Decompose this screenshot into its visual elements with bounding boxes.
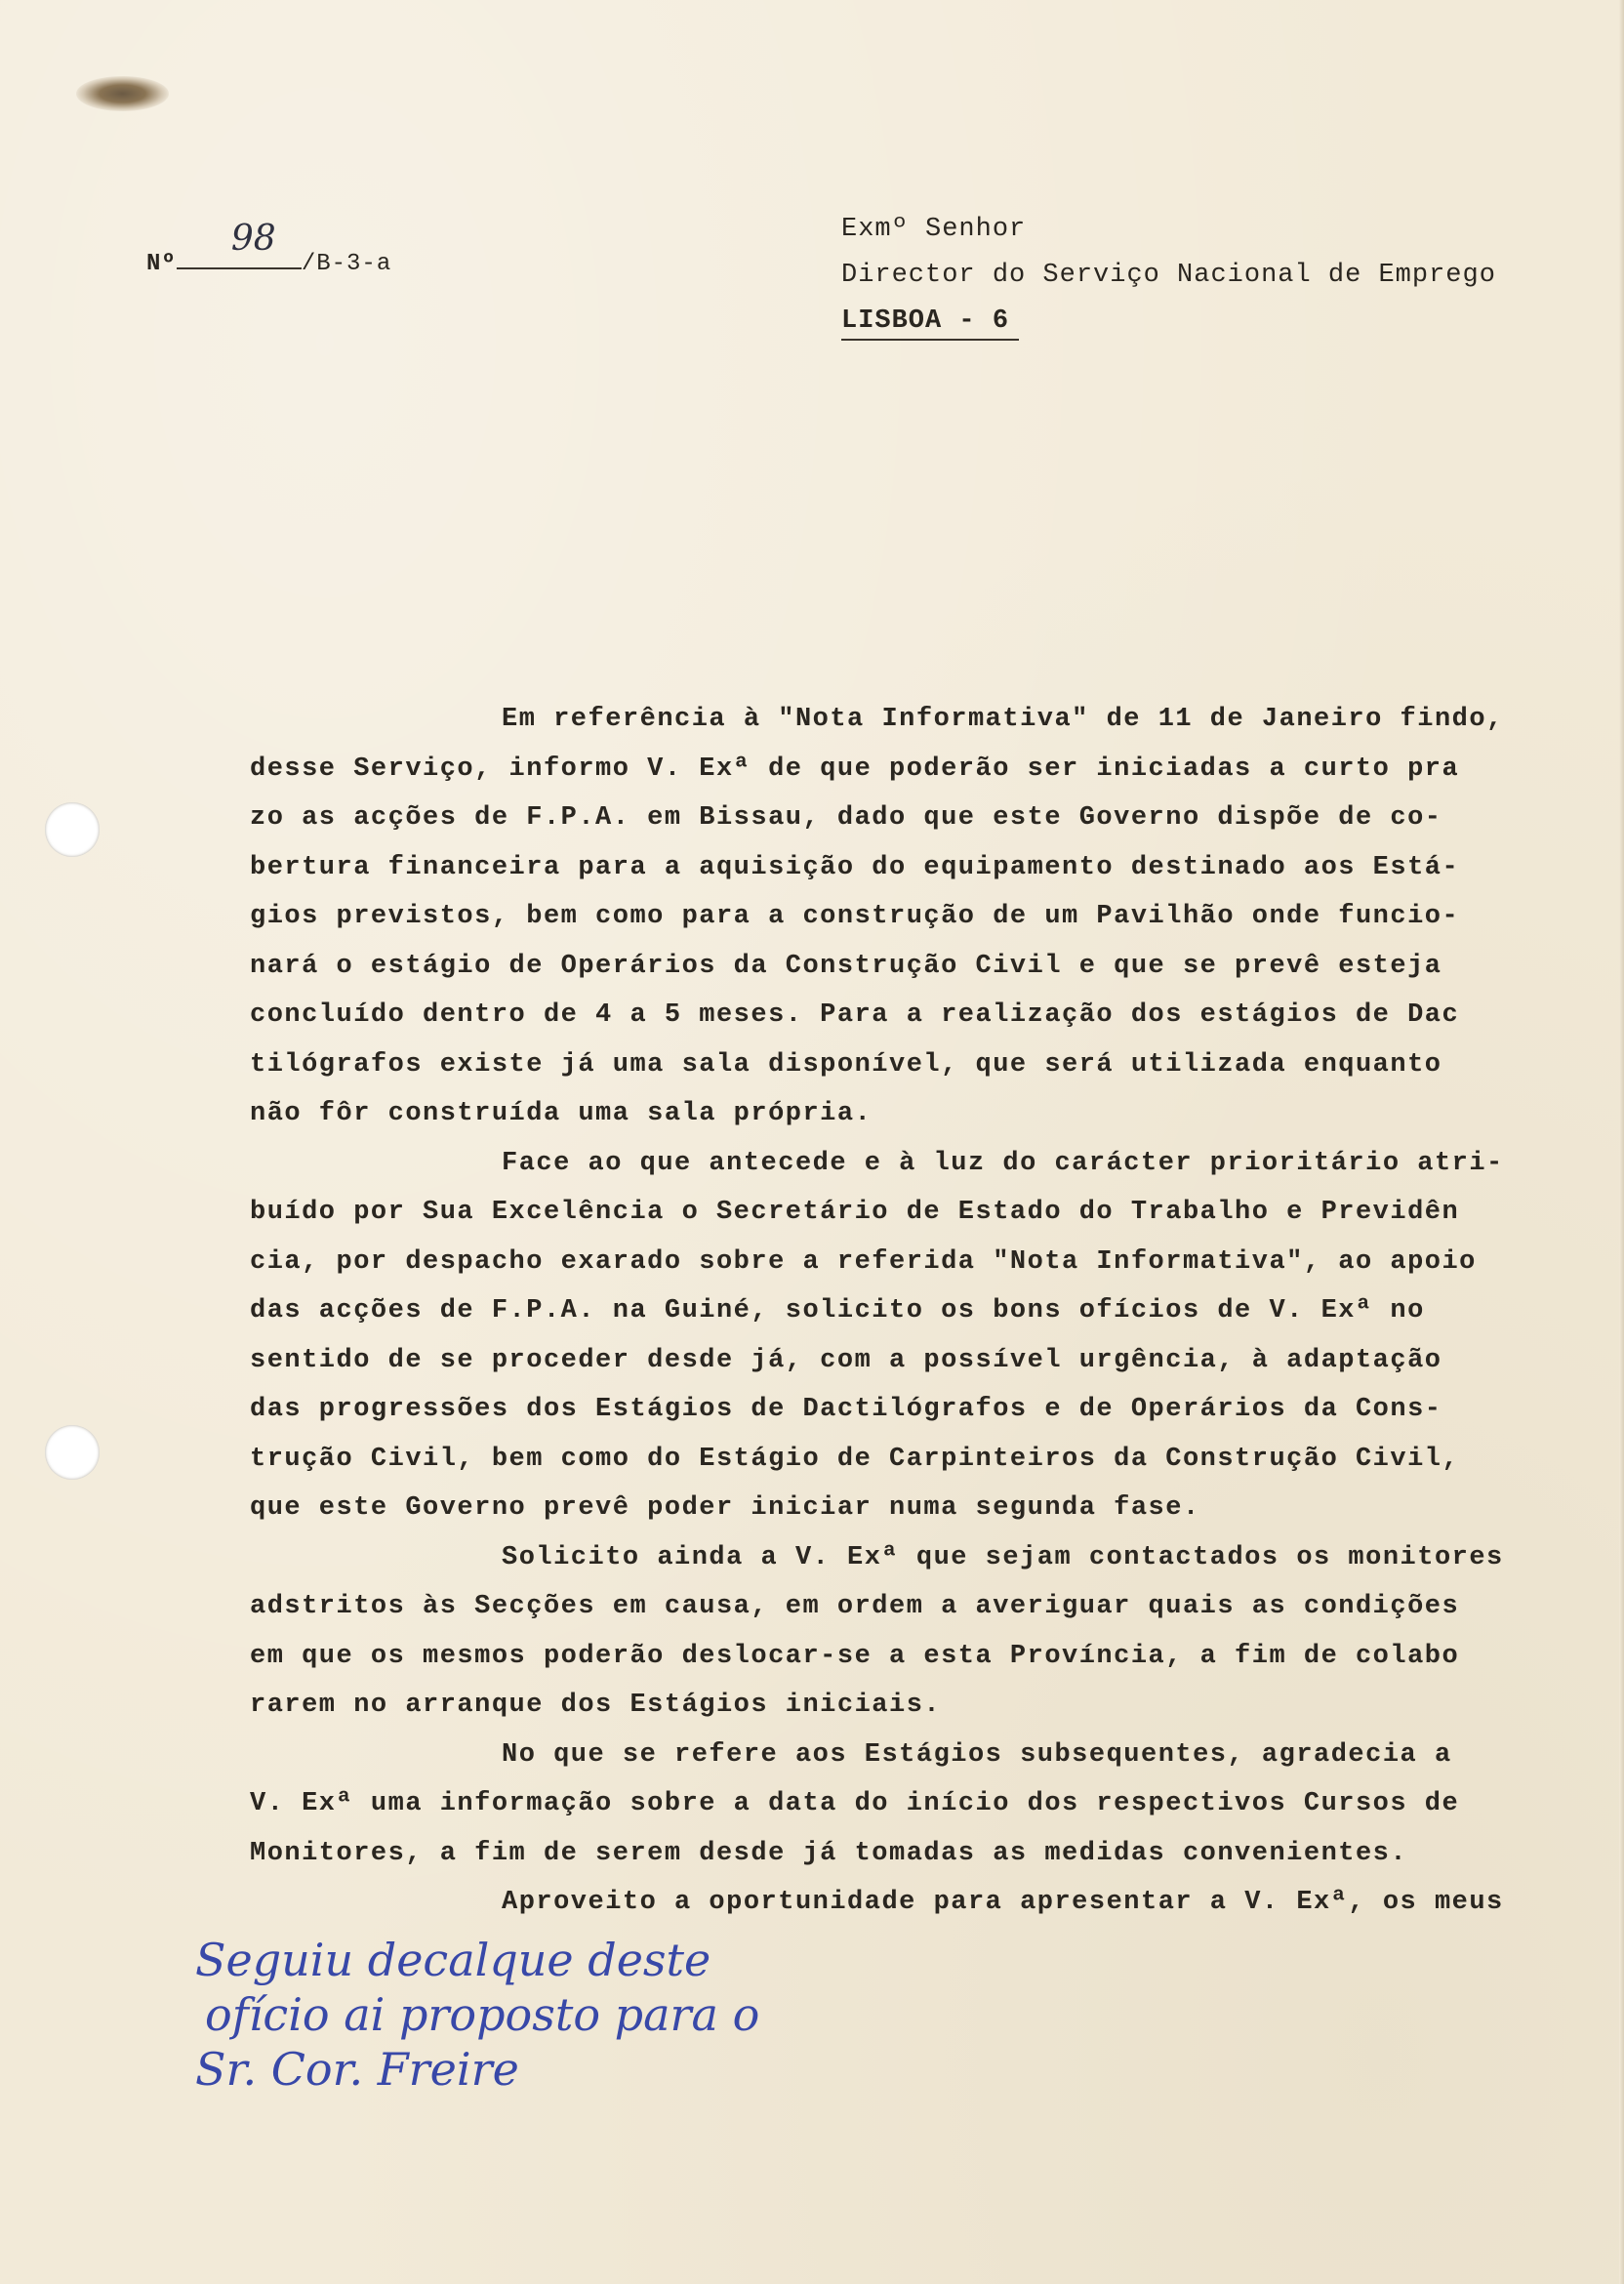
body-line: das acções de F.P.A. na Guiné, solicito os bons ofícios de V. Exª no — [250, 1296, 1425, 1326]
addressee-title: Director do Serviço Nacional de Emprego — [841, 261, 1496, 290]
body-line: Face ao que antecede e à luz do carácter prioritário atri- — [502, 1148, 1504, 1178]
handwritten-line: Seguiu decalque deste — [195, 1934, 711, 1986]
body-line: Aproveito a oportunidade para apresentar a V. Exª, os meus — [502, 1888, 1504, 1917]
body-line: adstritos às Secções em causa, em ordem a averiguar quais as condições — [250, 1592, 1460, 1621]
body-line: que este Governo prevê poder iniciar numa segunda fase. — [250, 1493, 1200, 1523]
handwritten-line: Sr. Cor. Freire — [195, 2043, 519, 2096]
body-line: concluído dentro de 4 a 5 meses. Para a realização dos estágios de Dac — [250, 1000, 1460, 1030]
body-line: trução Civil, bem como do Estágio de Carpinteiros da Construção Civil, — [250, 1444, 1460, 1474]
body-line: rarem no arranque dos Estágios iniciais. — [250, 1691, 942, 1720]
punch-hole-bottom — [45, 1425, 100, 1480]
body-line: das progressões dos Estágios de Dactilógrafos e de Operários da Cons- — [250, 1395, 1442, 1424]
addressee-block — [841, 207, 1496, 345]
reference-blank — [177, 219, 302, 269]
body-line: V. Exª uma informação sobre a data do início dos respectivos Cursos de — [250, 1789, 1460, 1818]
punch-hole-top — [45, 802, 100, 857]
body-line: sentido de se proceder desde já, com a possível urgência, à adaptação — [250, 1345, 1442, 1375]
addressee-city: LISBOA - 6 — [841, 304, 1019, 341]
body-line: Em referência à "Nota Informativa" de 11 de Janeiro findo, — [502, 705, 1504, 734]
page-edge-shadow — [1619, 0, 1624, 2284]
ink-stain — [76, 76, 169, 111]
handwritten-annotation — [195, 1933, 759, 2097]
body-line: No que se refere aos Estágios subsequentes, agradecia a — [502, 1739, 1452, 1770]
body-line: gios previstos, bem como para a construção de um Pavilhão onde funcio- — [250, 902, 1460, 931]
addressee-city-line — [841, 299, 1496, 345]
body-line: tilógrafos existe já uma sala disponível, que será utilizada enquanto — [250, 1049, 1442, 1080]
body-line: nará o estágio de Operários da Construção Civil e que se prevê esteja — [250, 951, 1442, 981]
body-line: buído por Sua Excelência o Secretário de Estado do Trabalho e Previdên — [250, 1198, 1460, 1227]
reference-number — [146, 219, 392, 277]
body-line: Solicito ainda a V. Exª que sejam contactados os monitores — [502, 1542, 1504, 1572]
reference-suffix: /B-3-a — [301, 251, 392, 277]
body-line: desse Serviço, informo V. Exª de que poderão ser iniciadas a curto pra — [250, 754, 1460, 784]
handwritten-line: ofício ai proposto para o — [205, 1988, 760, 2041]
body-line: não fôr construída uma sala própria. — [250, 1099, 873, 1128]
handwritten-reference-number: 98 — [230, 219, 276, 259]
reference-prefix: Nº — [146, 251, 177, 277]
body-line: cia, por despacho exarado sobre a referida "Nota Informativa", ao apoio — [250, 1246, 1477, 1277]
body-line: Monitores, a fim de serem desde já tomadas as medidas convenientes. — [250, 1838, 1408, 1868]
addressee-salutation: Exmº Senhor — [841, 215, 1027, 244]
letter-body — [250, 695, 1504, 1928]
body-line: zo as acções de F.P.A. em Bissau, dado que este Governo dispõe de co- — [250, 803, 1442, 833]
body-line: bertura financeira para a aquisição do equipamento destinado aos Está- — [250, 852, 1460, 882]
body-line: em que os mesmos poderão deslocar-se a esta Província, a fim de colabo — [250, 1641, 1460, 1671]
